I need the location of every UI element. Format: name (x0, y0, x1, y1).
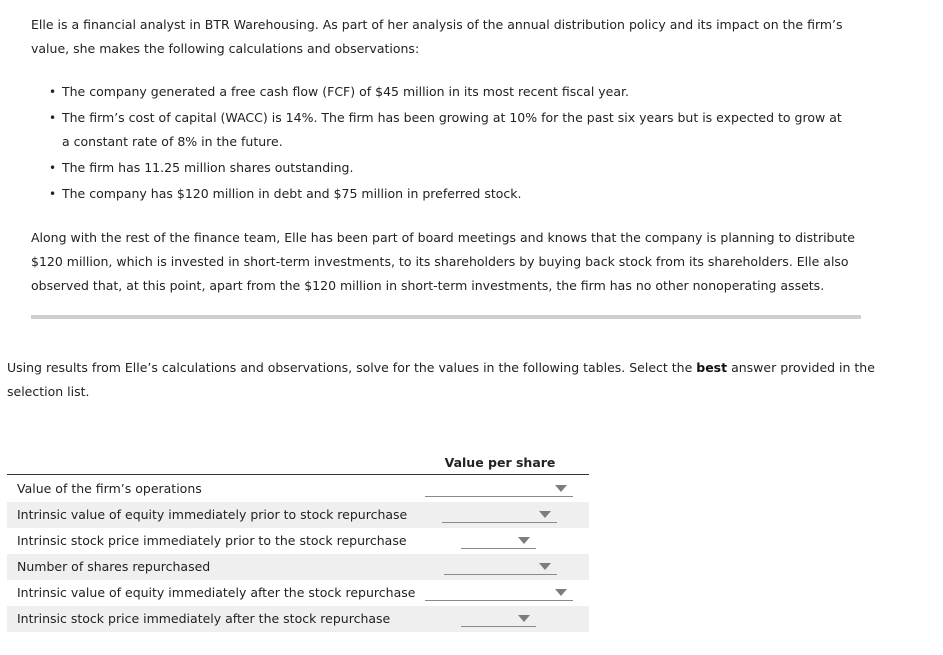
bullet-text: The firm has 11.25 million shares outstanding. (62, 160, 354, 175)
table-row (7, 606, 589, 632)
table-row (7, 476, 589, 502)
list-item (48, 156, 848, 180)
observations-list (48, 80, 848, 208)
board-meeting-paragraph: Along with the rest of the finance team, Elle has been part of board meetings and knows that the company is planning to distribute $120 million, which is invested in short-term investments, to its shareholders by buying back stock from its shareholders. Elle also observed that, at this point, apart from the $120 million in short-term investments, the firm has no other nonoperating assets. (31, 230, 855, 293)
answer-dropdown-firm-operations[interactable] (425, 482, 573, 497)
row-label: Intrinsic value of equity immediately after the stock repurchase (17, 585, 416, 600)
instruction-bold: best (696, 360, 728, 375)
column-header-value-per-share: Value per share (444, 455, 556, 470)
row-label: Intrinsic value of equity immediately prior to stock repurchase (17, 507, 408, 522)
bullet-text: The firm’s cost of capital (WACC) is 14%. The firm has been growing at 10% for the past six years but is expected to grow at a constant rate of 8% in the future. (62, 110, 842, 149)
answer-dropdown-price-prior[interactable] (461, 534, 536, 549)
list-item (48, 80, 848, 104)
table-header-rule (7, 474, 589, 475)
section-divider (31, 315, 861, 319)
list-item (48, 106, 848, 154)
bullet-dot-icon: • (49, 161, 57, 175)
bullet-text: The company has $120 million in debt and $75 million in preferred stock. (62, 186, 522, 201)
intro-text: Elle is a financial analyst in BTR Warehousing. As part of her analysis of the annual distribution policy and its impact on the firm’s value, she makes the following calculations and observations: (31, 17, 843, 56)
answer-table (7, 476, 589, 632)
answer-dropdown-shares-repurchased[interactable] (444, 560, 557, 575)
chevron-down-icon (555, 485, 567, 492)
intro-paragraph (31, 13, 871, 61)
table-row (7, 580, 589, 606)
chevron-down-icon (518, 537, 530, 544)
chevron-down-icon (518, 615, 530, 622)
bullet-text: The company generated a free cash flow (FCF) of $45 million in its most recent fiscal year. (62, 84, 629, 99)
instruction-after: answer provided in the selection list. (7, 360, 875, 399)
answer-dropdown-price-after[interactable] (461, 612, 536, 627)
table-row (7, 502, 589, 528)
instruction-text (7, 356, 912, 404)
table-row (7, 528, 589, 554)
bullet-dot-icon: • (49, 187, 57, 201)
row-label: Value of the firm’s operations (17, 481, 202, 496)
row-label: Intrinsic stock price immediately prior to the stock repurchase (17, 533, 407, 548)
list-item (48, 182, 848, 206)
chevron-down-icon (539, 511, 551, 518)
answer-dropdown-equity-prior[interactable] (442, 508, 557, 523)
bullet-dot-icon: • (49, 111, 57, 125)
bullet-dot-icon: • (49, 85, 57, 99)
row-label: Number of shares repurchased (17, 559, 211, 574)
answer-dropdown-equity-after[interactable] (425, 586, 573, 601)
row-label: Intrinsic stock price immediately after the stock repurchase (17, 611, 391, 626)
chevron-down-icon (539, 563, 551, 570)
instruction-before: Using results from Elle’s calculations and observations, solve for the values in the following tables. Select the (7, 360, 697, 375)
table-row (7, 554, 589, 580)
chevron-down-icon (555, 589, 567, 596)
